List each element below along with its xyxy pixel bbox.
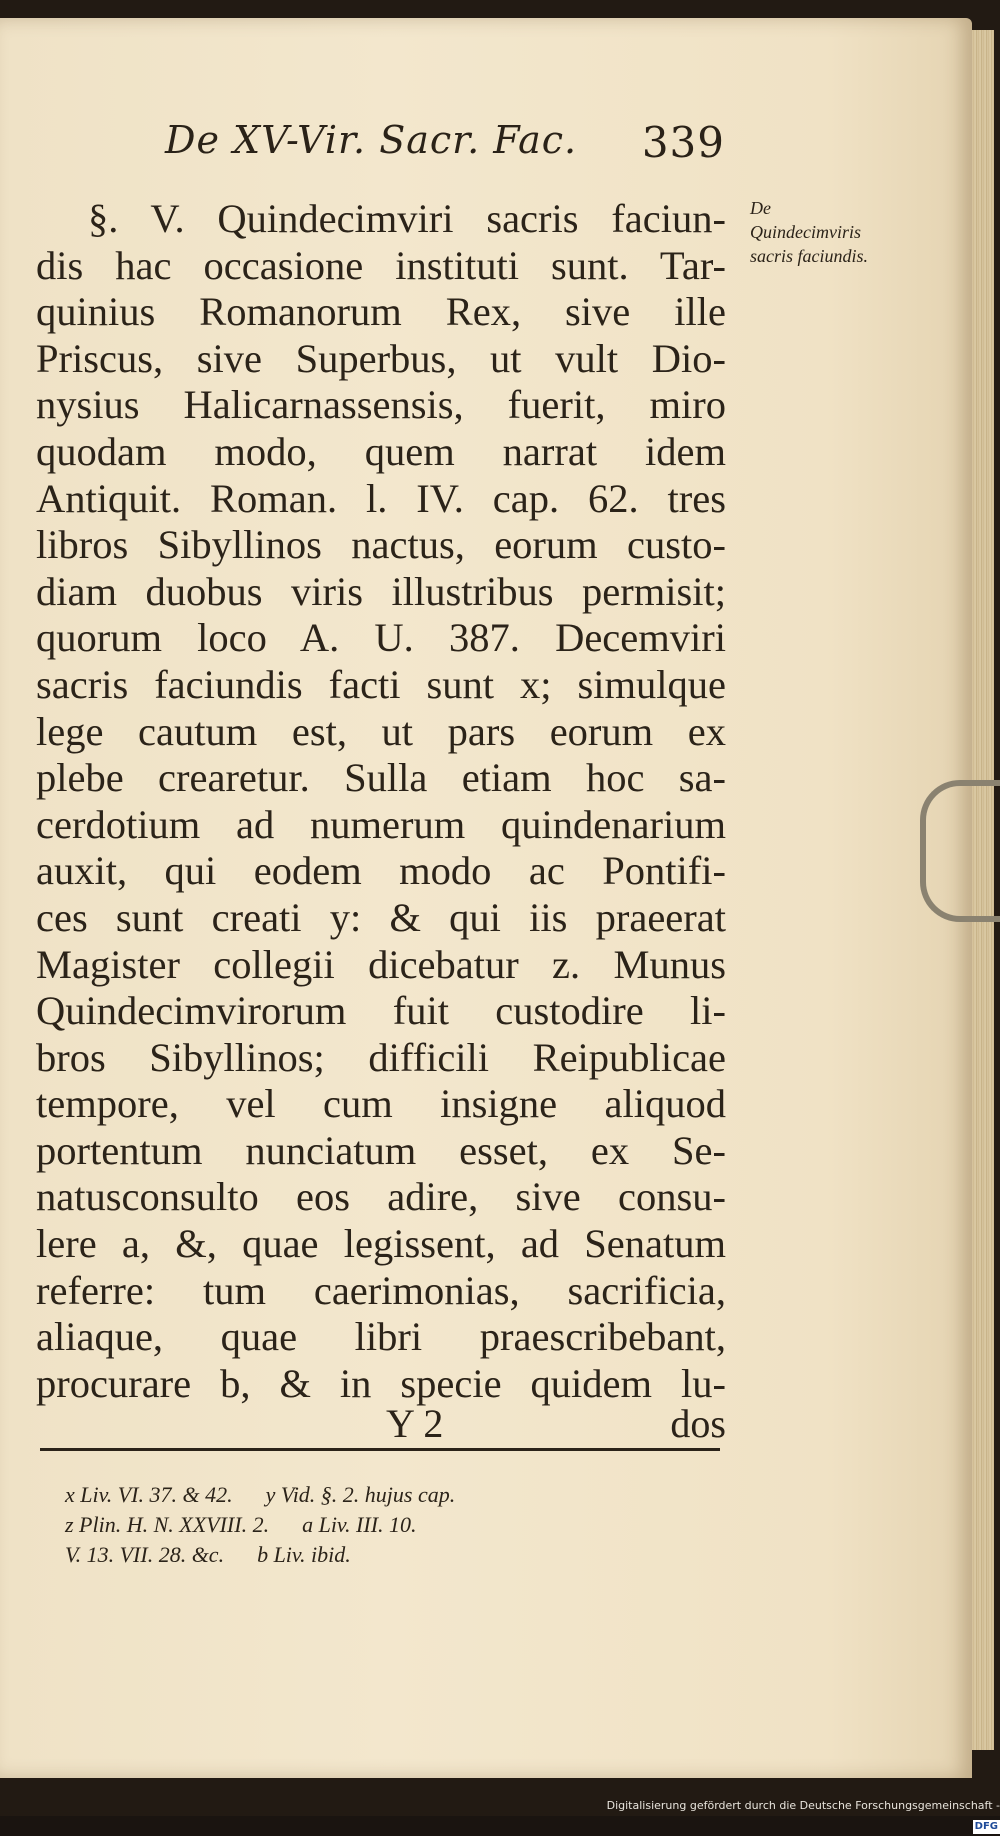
footnotes	[65, 1480, 745, 1570]
text-line: Magister collegii dicebatur z. Munus	[36, 941, 726, 987]
text-line: aliaque, quae libri praescribebant,	[36, 1314, 726, 1360]
text-line: plebe crearetur. Sulla etiam hoc sa-	[36, 755, 726, 801]
digitization-credit	[600, 1796, 1000, 1832]
text-line: portentum nunciatum esset, ex Se-	[36, 1127, 726, 1173]
text-line: natusconsulto eos adire, sive consu-	[36, 1174, 726, 1220]
footnote-line: z Plin. H. N. XXVIII. 2. a Liv. III. 10.	[65, 1512, 417, 1537]
body-text	[36, 196, 726, 1407]
text-line: referre: tum caerimonias, sacrificia,	[36, 1267, 726, 1313]
text-line: ces sunt creati y: & qui iis praeerat	[36, 894, 726, 940]
text-line: lege cautum est, ut pars eorum ex	[36, 708, 726, 754]
catchline	[36, 1400, 726, 1446]
running-header	[165, 118, 725, 178]
margin-note: De Quindecimviris sacris faciundis.	[750, 198, 869, 266]
text-line: diam duobus viris illustribus permisit;	[36, 568, 726, 614]
text-line: procurare b, & in specie quidem lu-	[36, 1360, 726, 1406]
signature-mark: Y 2	[386, 1401, 444, 1446]
text-line: lere a, &, quae legissent, ad Senatum	[36, 1221, 726, 1267]
text-line: libros Sibyllinos nactus, eorum custo-	[36, 522, 726, 568]
page-number: 339	[641, 118, 725, 167]
footnote-line: x Liv. VI. 37. & 42. y Vid. §. 2. hujus cap.	[65, 1482, 456, 1507]
footnote-line: V. 13. VII. 28. &c. b Liv. ibid.	[65, 1542, 351, 1567]
text-line: tempore, vel cum insigne aliquod	[36, 1081, 726, 1127]
text-line: quinius Romanorum Rex, sive ille	[36, 289, 726, 335]
text-line: sacris faciundis facti sunt x; simulque	[36, 661, 726, 707]
text-line: quorum loco A. U. 387. Decemviri	[36, 615, 726, 661]
text-line: Priscus, sive Superbus, ut vult Dio-	[36, 335, 726, 381]
text-line: cerdotium ad numerum quindenarium	[36, 801, 726, 847]
text-line: §. V. Quindecimviri sacris faciun-	[88, 196, 726, 241]
credit-text: Digitalisierung gefördert durch die Deutsche Forschungsgemeinschaft -	[606, 1799, 1000, 1812]
text-line: bros Sibyllinos; difficili Reipublicae	[36, 1034, 726, 1080]
dfg-logo: DFG	[974, 1821, 998, 1832]
text-line: Antiquit. Roman. l. IV. cap. 62. tres	[36, 475, 726, 521]
text-line: auxit, qui eodem modo ac Pontifi-	[36, 848, 726, 894]
text-line: Quindecimvirorum fuit custodire li-	[36, 988, 726, 1034]
book-clasp	[920, 780, 1000, 922]
running-title: De XV-Vir. Sacr. Fac.	[165, 118, 578, 162]
text-line: quodam modo, quem narrat idem	[36, 428, 726, 474]
text-line: dis hac occasione instituti sunt. Tar-	[36, 242, 726, 288]
catchword: dos	[670, 1401, 726, 1446]
footnote-rule	[40, 1448, 720, 1451]
text-line: nysius Halicarnassensis, fuerit, miro	[36, 382, 726, 428]
